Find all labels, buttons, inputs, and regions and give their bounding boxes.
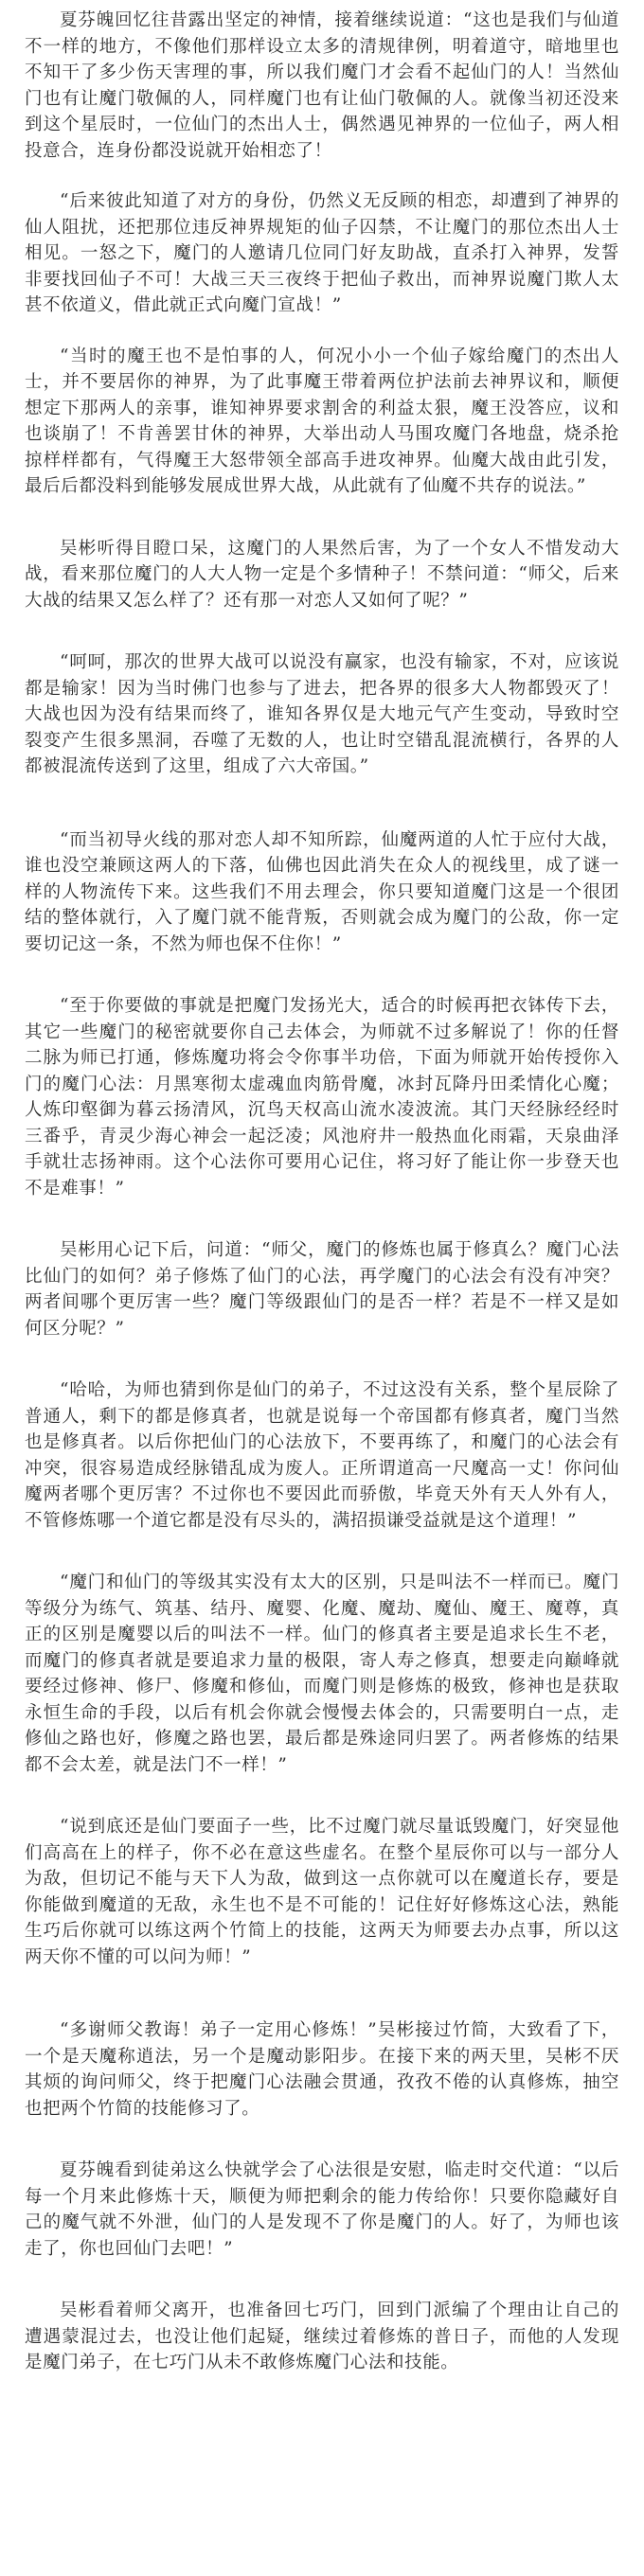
paragraph: “魔门和仙门的等级其实没有太大的区别，只是叫法不一样而已。魔门等级分为练气、筑基、结丹、魔婴、化魔、魔劫、魔仙、魔王、魔尊，真正的区别是魔婴以后的叫法不一样。仙门的修真者主要是追求长生不老，而魔门的修真者就是要追求力量的极限，寄人寿之修真，想要走向巅峰就要经过修神、修尸、修魔和修仙，而魔门则是修炼的极致，修神也是获取永恒生命的手段，以后有机会你就会慢慢去体会的，只需要明白一点，走修仙之路也好，修魔之路也罢，最后都是殊途同归罢了。两者修炼的结果都不会太差，就是法门不一样！” [25,1572,619,1775]
paragraph: 吴彬用心记下后，问道：“师父，魔门的修炼也属于修真么？魔门心法比仙门的如何？弟子修炼了仙门的心法，再学魔门的心法会有没有冲突？两者间哪个更厉害一些？魔门等级跟仙门的是否一样？若是不一样又是如何区分呢？” [25,1240,619,1339]
paragraph: “当时的魔王也不是怕事的人，何况小小一个仙子嫁给魔门的杰出人士，并不要居你的神界，为了此事魔王带着两位护法前去神界议和，顺便想定下那两人的亲事，谁知神界要求割舍的利益太狠，魔王没答应，议和也谈崩了！不肯善罢甘休的神界，大举出动人马围攻魔门各地盘，烧杀抢掠样样都有，气得魔王大怒带领全部高手进攻神界。仙魔大战由此引发，最后后都没料到能够发展成世界大战，从此就有了仙魔不共存的说法。” [25,346,619,496]
paragraph: “多谢师父教诲！弟子一定用心修炼！”吴彬接过竹简，大致看了下，一个是天魔称逍法，另一个是魔动影阳步。在接下来的两天里，吴彬不厌其烦的询问师父，终于把魔门心法融会贯通，孜孜不倦的认真修炼，抽空也把两个竹简的技能修习了。 [25,2020,619,2119]
paragraph: 夏芬魄看到徒弟这么快就学会了心法很是安慰，临走时交代道：“以后每一个月来此修炼十天，顺便为师把剩余的能力传给你！只要你隐藏好自己的魔气就不外泄，仙门的人是发现不了你是魔门的人。好了，为师也该走了，你也回仙门去吧！” [25,2160,619,2259]
paragraph: “后来彼此知道了对方的身份，仍然义无反顾的相恋，却遭到了神界的仙人阻扰，还把那位违反神界规矩的仙子囚禁，不让魔门的那位杰出人士相见。一怒之下，魔门的人邀请几位同门好友助战，直杀打入神界，发誓非要找回仙子不可！大战三天三夜终于把仙子救出，而神界说魔门欺人太甚不依道义，借此就正式向魔门宣战！” [25,191,619,315]
paragraph: “说到底还是仙门要面子一些，比不过魔门就尽量诋毁魔门，好突显他们高高在上的样子，你不必在意这些虚名。在整个星辰你可以与一部分人为敌，但切记不能与天下人为敌，做到这一点你就可以在魔道长存，要是你能做到魔道的无敌，永生也不是不可能的！记住好好修炼这心法，熟能生巧后你就可以练这两个竹简上的技能，这两天为师要去办点事，所以这两天你不懂的可以问为师！” [25,1817,619,1967]
paragraph: 吴彬看着师父离开，也准备回七巧门，回到门派编了个理由让自己的遭遇蒙混过去，也没让他们起疑，继续过着修炼的普日子，而他的人发现是魔门弟子，在七巧门从未不敢修炼魔门心法和技能。 [25,2301,619,2372]
paragraph: 夏芬魄回忆往昔露出坚定的神情，接着继续说道：“这也是我们与仙道不一样的地方，不像他们那样设立太多的清规律例，明着道守，暗地里也不知干了多少伤天害理的事，所以我们魔门才会看不起仙门的人！当然仙门也有让魔门敬佩的人，同样魔门也有让仙门敬佩的人。就像当初还没来到这个星辰时，一位仙门的杰出人士，偶然遇见神界的一位仙子，两人相投意合，连身份都没说就开始相恋了！ [25,10,619,161]
paragraph: “哈哈，为师也猜到你是仙门的弟子，不过这没有关系，整个星辰除了普通人，剩下的都是修真者，也就是说每一个帝国都有修真者，魔门当然也是修真者。以后你把仙门的心法放下，不要再练了，和魔门的心法会有冲突，很容易造成经脉错乱成为废人。正所谓道高一尺魔高一丈！你问仙魔两者哪个更厉害？不过你也不要因此而骄傲，毕竟天外有天人外有人，不管修炼哪一个道它都是没有尽头的，满招损谦受益就是这个道理！” [25,1380,619,1531]
paragraph: 吴彬听得目瞪口呆，这魔门的人果然后害，为了一个女人不惜发动大战，看来那位魔门的人大人物一定是个多情种子！不禁问道：“师父，后来大战的结果又怎么样了？还有那一对恋人又如何了呢？” [25,538,619,611]
paragraph: “至于你要做的事就是把魔门发扬光大，适合的时候再把衣钵传下去，其它一些魔门的秘密就要你自己去体会，为师就不过多解说了！你的任督二脉为师已打通，修炼魔功将会令你事半功倍，下面为师就开始传授你入门的魔门心法：月黑寒彻太虚魂血肉筋骨魔，冰封瓦降丹田柔情化心魔；人炼印壑御为暮云扬清风，沉鸟天权高山流水凌波流。其门天经脉经经时三番乎，青灵少海心神会一起泛凌；风池府井一般热血化雨霜，天泉曲泽手就壮志扬神雨。这个心法你可要用心记住，将习好了能让你一步登天也不是难事！” [25,996,619,1199]
paragraph: “而当初导火线的那对恋人却不知所踪，仙魔两道的人忙于应付大战，谁也没空兼顾这两人的下落，仙佛也因此消失在众人的视线里，成了谜一样的人物流传下来。这些我们不用去理会，你只要知道魔门这是一个很团结的整体就行，入了魔门就不能背叛，否则就会成为魔门的公敌，你一定要切记这一条，不然为师也保不住你！” [25,829,619,954]
paragraph: “呵呵，那次的世界大战可以说没有赢家，也没有输家，不对，应该说都是输家！因为当时佛门也参与了进去，把各界的很多大人物都毁灭了！大战也因为没有结果而终了，谁知各界仅是大地元气产生变动，导致时空裂变产生很多黑洞，吞噬了无数的人，也让时空错乱混流横行，各界的人都被混流传送到了这里，组成了六大帝国。” [25,652,619,776]
